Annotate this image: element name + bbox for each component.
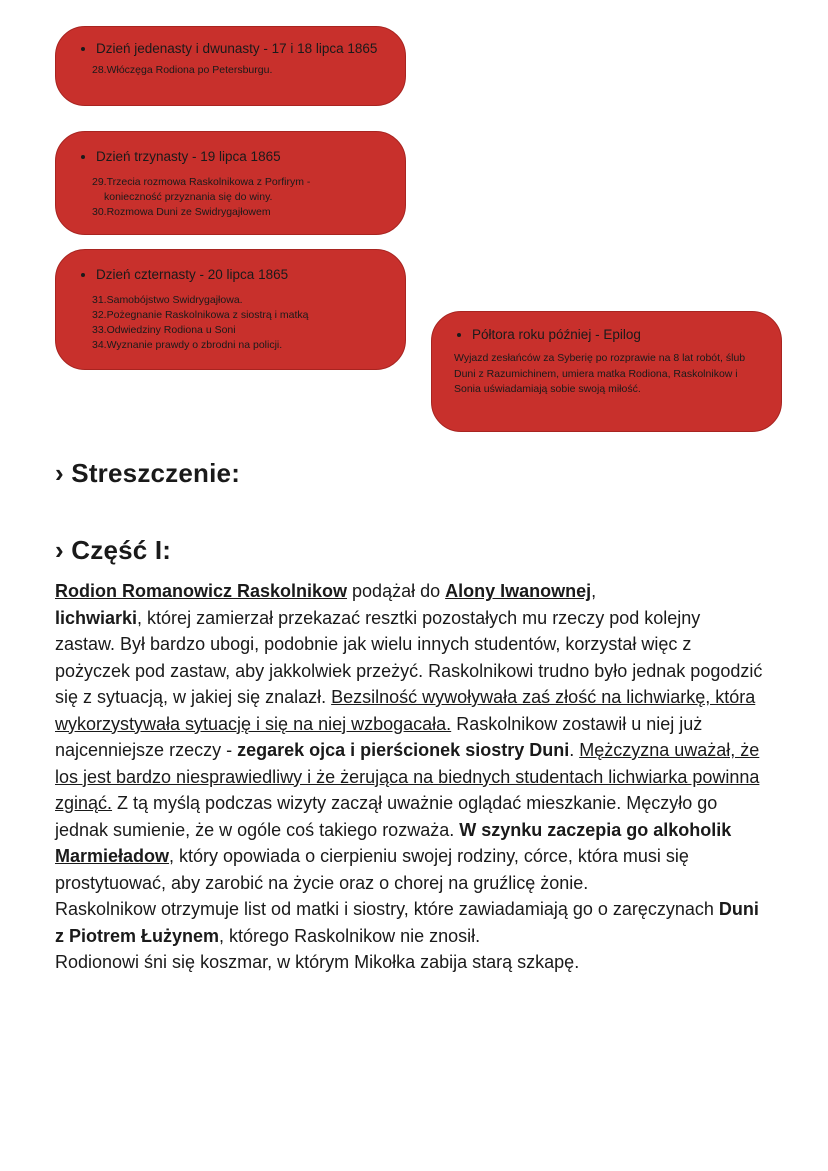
text-run: , którego Raskolnikow nie znosił.: [219, 925, 481, 946]
card-item-continuation: konieczność przyznania się do winy.: [104, 191, 273, 203]
underlined-sentence: Bezsilność wywoływała zaś złość na lichwiarkę, która wykorzystywała sytuację i się na niej wzbogacała.: [55, 687, 756, 734]
card-item: 32.Pożegnanie Raskolnikowa z siostrą i matką: [92, 309, 309, 321]
timeline-card-day-11-12: [55, 26, 406, 106]
bold-phrase: W szynku zaczepia go alkoholik: [459, 819, 732, 840]
timeline-card-day-13: [55, 131, 406, 235]
paragraph-2: [55, 896, 765, 949]
section-heading-streszczenie: › Streszczenie:: [55, 458, 241, 488]
name-alona: Alony Iwanownej: [445, 581, 592, 601]
text-run: podążał do: [347, 581, 446, 601]
card-item: 34.Wyznanie prawdy o zbrodni na policji.: [92, 339, 283, 351]
card-item: 30.Rozmowa Duni ze Swidrygajłowem: [92, 206, 271, 218]
card-heading: • Dzień trzynasty - 19 lipca 1865: [96, 147, 381, 167]
text-run: Z tą myślą podczas wizyty zaczął uważnie oglądać mieszkanie. Męczyło go jednak sumienie, że w ogóle coś takiego rozważa.: [55, 793, 718, 840]
card-text: Wyjazd zesłańców za Syberię po rozprawie na 8 lat robót, ślub Duni z Razumichinem, umiera matka Rodiona, Raskolnikow i Sonia uświadamiają sobie swoją miłość.: [454, 352, 746, 395]
underlined-sentence: Mężczyzna uważał, że los jest bardzo niesprawiedliwy i że żerująca na biednych studentach lichwiarka powinna zginąć.: [55, 740, 760, 813]
card-heading: • Dzień czternasty - 20 lipca 1865: [96, 265, 381, 285]
timeline-card-epilog: [431, 311, 782, 432]
name-raskolnikow: Rodion Romanowicz Raskolnikow: [55, 581, 348, 601]
card-heading: • Dzień jedenasty i dwunasty - 17 i 18 lipca 1865: [96, 39, 381, 59]
bold-phrase: Duni z Piotrem Łużynem: [55, 899, 759, 946]
paragraph-3: Rodionowi śni się koszmar, w którym Mikołka zabija starą szkapę.: [55, 952, 580, 972]
term-lichwiarka: lichwiarki: [55, 607, 138, 628]
text-run: Raskolnikow otrzymuje list od matki i siostry, które zawiadamiają go o zaręczynach: [55, 899, 719, 919]
card-heading: • Półtora roku później - Epilog: [472, 325, 757, 345]
text-run: , który opowiada o cierpieniu swojej rodziny, córce, która musi się prostytuować, aby zarobić na życie oraz o chorej na gruźlicę żonie.: [55, 846, 689, 893]
timeline-card-day-14: [55, 249, 406, 370]
text-run: , której zamierzał przekazać resztki pozostałych mu rzeczy pod kolejny zastaw. Był bardzo ubogi, podobnie jak wielu innych studentów, korzystał więc z pożyczek pod zastaw, aby jakkolwiek przeżyć. Raskolnikowi trudno było jednak pogodzić się z sytuacją, w jakiej się znalazł.: [55, 607, 763, 707]
text-run: Raskolnikow zostawił u niej już najcenniejsze rzeczy -: [55, 713, 703, 760]
section-heading-czesc-1: › Część I:: [55, 535, 172, 565]
text-run: ,: [591, 581, 597, 601]
bold-phrase: zegarek ojca i pierścionek siostry Duni: [237, 740, 570, 760]
card-item: 31.Samobójstwo Swidrygajłowa.: [92, 294, 243, 306]
card-item: 28.Włóczęga Rodiona po Petersburgu.: [92, 64, 273, 76]
card-item: 29.Trzecia rozmowa Raskolnikowa z Porfirym -: [92, 176, 311, 188]
paragraph-1: [55, 578, 765, 896]
name-marmieladow: Marmieładow: [55, 846, 170, 866]
card-item: 33.Odwiedziny Rodiona u Soni: [92, 324, 236, 336]
text-run: .: [569, 740, 580, 760]
summary-text: [55, 578, 765, 976]
